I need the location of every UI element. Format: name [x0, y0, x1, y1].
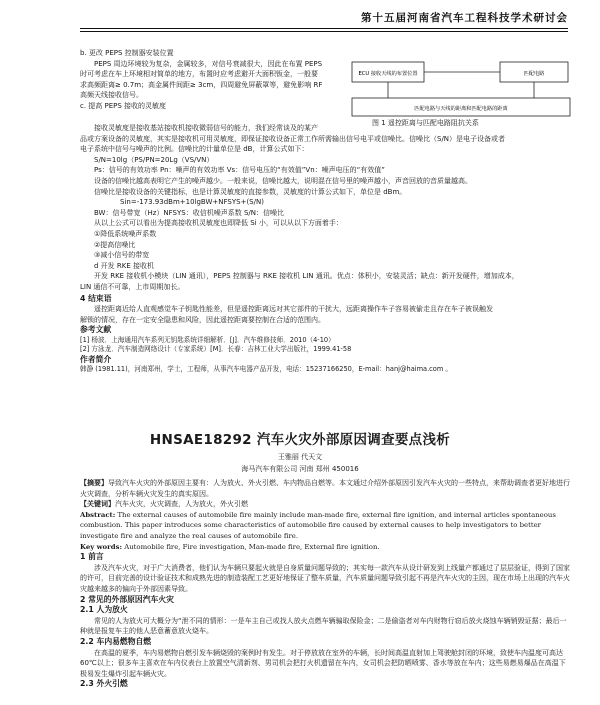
list-item: ②提高信噪比 — [94, 240, 136, 249]
body-text — [80, 123, 572, 375]
formula-sensitivity: Sin=-173.93dBm+10lgBW+NFSYS+(S/N) — [120, 198, 264, 207]
formula-snr: S/N=10lg（PS/PN=20Lg（VS/VN） — [94, 155, 214, 164]
body-line: 接收灵敏度是接收基站接收机接收微弱信号的能力，我们经常谈及的某产 — [94, 124, 318, 132]
conclusion-line: 解锁的情况，存在一定安全隐患和风险，因此遥控距离要控制在合适的范围内。 — [80, 315, 325, 324]
section-b-line: PEPS 周边环境较为复杂，金属较多，对信号衰减很大，因此在布置 PEPS — [94, 59, 323, 68]
abstract-cn-text: 导致汽车火灾的外部原因主要有：人为放火、外火引燃、车内物品自燃等。本文通过介绍外部原因引发汽车火灾的一些特点，来帮助调查者更好地进行火灾调查，分析车辆火灾发生的真实原因。 — [80, 479, 570, 498]
section-d-heading: d 开发 RKE 接收机 — [94, 261, 154, 270]
body-line: 品或方案设备的灵敏度，其实是接收机可用灵敏度，即保证接收设备正常工作所需输出信号电平或信噪比。信噪比（S/N）是电子设备或者 — [80, 134, 506, 143]
author-bio: 韩静 (1981.11)，河南郑州，学士，工程师，从事汽车电器产品开发，电话：15237166250，E-mail：hanj@haima.com 。 — [80, 365, 452, 374]
author-bio-heading: 作者简介 — [80, 354, 112, 364]
article-body — [80, 478, 570, 690]
body-line: BW：信号带宽（Hz）NFSYS：收信机噪声系数 S/N：信噪比 — [94, 208, 284, 217]
abstract-en — [80, 510, 570, 542]
section-b-heading: b. 更改 PEPS 控制器安装位置 — [80, 49, 174, 57]
section-2-1-text: 常见的人为放火可大概分为“泄不同的情形：一是车主自己或找人放火点燃车辆骗取保险金；二是偷盗者对车内财物行窃后放火烧蚀车辆销毁证据；最后一种就是报复车主的他人恶意蓄意放火烧车。 — [80, 616, 567, 636]
section-1-text: 涉及汽车火灾，对于广大消费者，他们认为车辆只要起火就是自身质量问题导致的；其实每一款汽车从设计研发到上线量产都通过了层层验证，得到了国家的许可，目前完善的设计验证技术和成熟先进的制造装配工艺更好地保证了整车质量，汽车质量问题导致引起不再是汽车火灾的主因，现在市场上出现的汽车火灾越来越多的偏向于外部因素导致。 — [80, 563, 570, 593]
section-b-line: 时可考虑在车上环境相对简单的地方，布置时应考虑避开大面积钣金，一般要 — [80, 70, 318, 79]
abstract-en-label: Abstract: — [80, 510, 116, 519]
body-line: Ps：信号的有效功率 Pn：噪声的有效功率 Vs：信号电压的“有效值”Vn：噪声电压的“有效值” — [94, 166, 385, 175]
running-header: 第十五届河南省汽车工程科技学术研讨会 — [361, 12, 568, 24]
section-c-heading: c. 提高 PEPS 接收的灵敏度 — [80, 101, 167, 110]
section-2-3-heading: 2.3 外火引燃 — [80, 679, 128, 689]
left-column — [80, 48, 342, 112]
article-affiliation: 海马汽车有限公司 河南 郑州 450016 — [241, 465, 359, 473]
conclusion-line: 遥控距离近给人直观感觉车子钥匙性能差，但是遥控距离远对其它部件的干扰大，远距离操作车子容易被偷走且存在车子被误触发 — [94, 305, 493, 314]
figure-box-ecu-label: ECU 接收天线的布置位置 — [358, 71, 418, 77]
body-line: 电子系统中信号与噪声的比例。信噪比的计量单位是 dB，计算公式如下： — [80, 145, 309, 154]
body-line: 设备的信噪比越高表明它产生的噪声越少。一般来说，信噪比越大，说明混在信号里的噪声越小，声音回放的音质量越高。 — [94, 176, 472, 185]
body-line: 从以上公式可以看出为提高接收机灵敏度也即降低 Si 小，可以从以下方面着手： — [94, 219, 343, 228]
header-rule — [80, 28, 568, 29]
header-rule-thin — [80, 31, 568, 32]
section-b-line: 高频天线接收信号。 — [80, 91, 143, 100]
figure-1-caption: 图 1 遥控距离与匹配电路阻抗关系 — [372, 119, 479, 127]
figure-box-distance-label: 匹配电路与天线的距离和匹配电路的距离 — [414, 106, 508, 112]
abstract-en-text: The external causes of automobile fire mainly include man-made fire, external fire ignition, and internal articles spontaneous combustion. This paper introduces some characteristics of automobile fire caused by external causes to help investigators to better investigate fire and analyze the real causes of automobile fire. — [80, 510, 556, 540]
figure-1 — [350, 60, 572, 120]
article-title: HNSAE18292 汽车火灾外部原因调查要点浅析 — [149, 432, 451, 448]
keywords-en-text: Automobile fire, Fire investigation, Man-made fire, External fire ignition. — [124, 542, 380, 551]
reference-item: [2] 方泳龙．汽车制造网络设计（专家系统）[M]．长春：吉林工业大学出版社，1999.41-58 — [80, 345, 352, 354]
abstract-cn — [80, 478, 570, 499]
abstract-cn-label: 【摘要】 — [80, 479, 108, 487]
keywords-cn-label: 【关键词】 — [80, 500, 115, 509]
article-authors: 王雅丽 代天文 — [277, 453, 323, 461]
keywords-cn-text: 汽车火灾，火灾调查，人为放火，外火引燃 — [115, 500, 248, 509]
keywords-cn — [80, 499, 570, 510]
section-1-heading: 1 前言 — [80, 552, 104, 562]
references-heading: 参考文献 — [80, 325, 112, 335]
section-2-2-heading: 2.2 车内易燃物自燃 — [80, 636, 152, 646]
keywords-en — [80, 542, 570, 553]
reference-item: [1] 杨波．上海通用汽车系列无钥匙系统详细解析．[J]．汽车维修技师．2010（4-10） — [80, 335, 335, 344]
list-item: ③减小信号的带宽 — [94, 251, 150, 260]
conclusion-heading: 4 结束语 — [80, 293, 112, 303]
section-2-1-heading: 2.1 人为放火 — [80, 605, 128, 615]
figure-1-diagram — [350, 60, 572, 120]
keywords-en-label: Key words: — [80, 542, 123, 551]
body-line: LIN 通信不可靠，上市周期加长。 — [80, 282, 185, 291]
body-line: 信噪比是接收设备的关键指标，也是计算灵敏度的直接参数，灵敏度的计算公式如下，单位是 dBm。 — [94, 187, 407, 196]
section-b-line: 求高频距离≥ 0.7m；高金属件间距≥ 3cm，四周避免屏蔽罩等，避免影响 RF — [80, 80, 323, 89]
section-2-2-text: 在高温的夏季，车内易燃物自燃引发车辆烧毁的案例时有发生。对于停放放在室外的车辆，长时间高温直射加上驾驶舱封闭的环境，致使车内温度可高达 60℃以上；很多车主喜欢在车内仪表台上放置空气清新剂、男司机会把打火机遗留在车内，女司机会把防晒喷雾、香水等放在车内；这些易燃易爆品在高温下极易发生爆炸引起车辆火灾。 — [80, 648, 566, 678]
figure-box-matching-label: 匹配电路 — [523, 71, 545, 77]
list-item: ①降低系统噪声系数 — [94, 229, 157, 238]
body-line: 开发 RKE 接收机小模块（LIN 通讯），PEPS 控制器与 RKE 接收机 LIN 通讯。优点：体积小，安装灵活；缺点：新开发硬件，增加成本， — [94, 272, 519, 281]
section-2-heading: 2 常见的外部原因汽车火灾 — [80, 594, 174, 604]
